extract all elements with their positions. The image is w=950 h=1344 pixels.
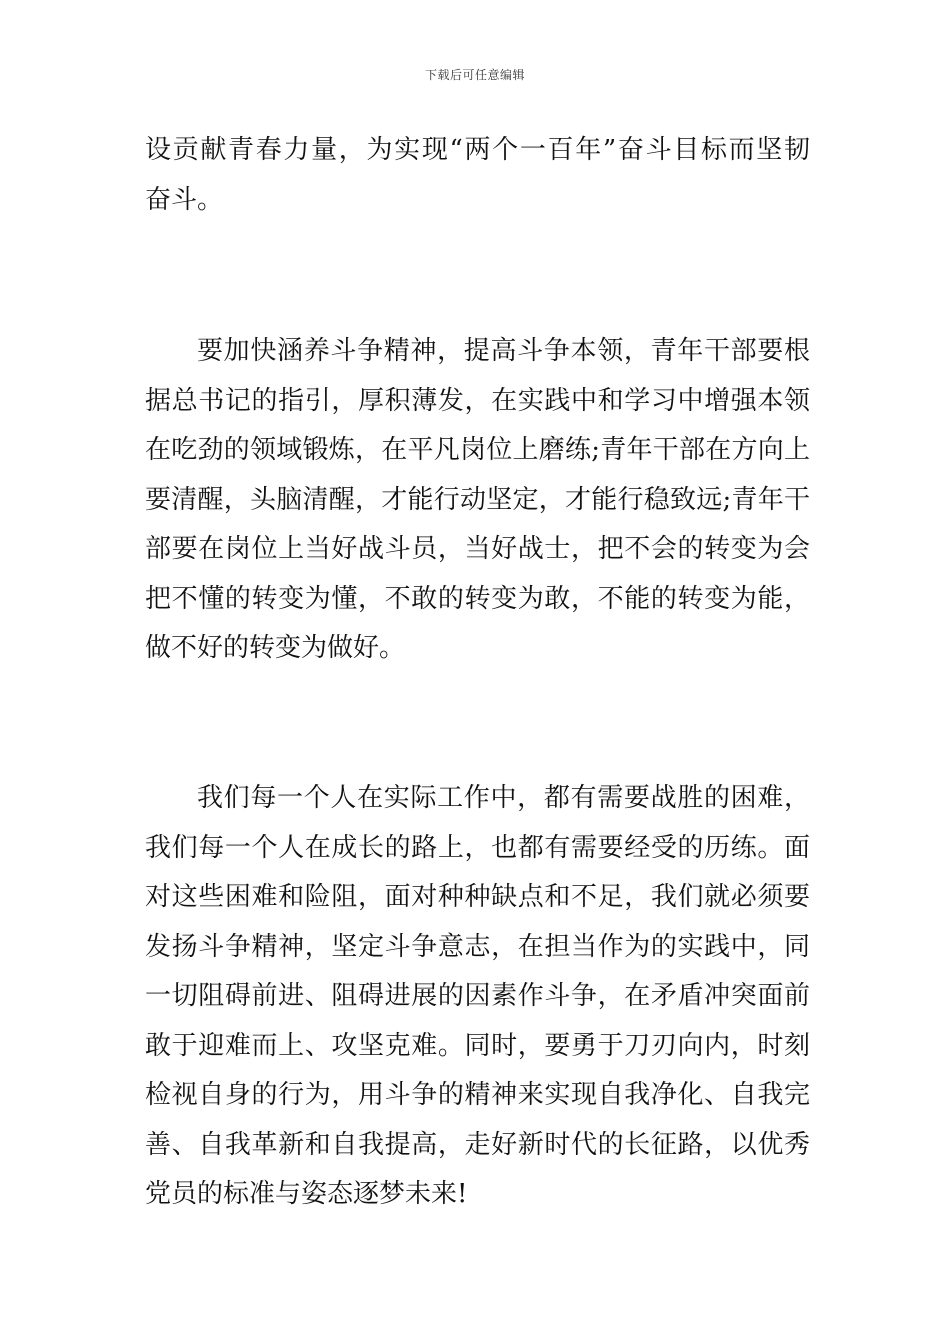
- paragraph-3-line-7: 检视自身的行为，用斗争的精神来实现自我净化、自我完: [145, 1080, 810, 1110]
- paragraph-2-line-2: 据总书记的指引，厚积薄发，在实践中和学习中增强本领: [145, 386, 810, 416]
- paragraph-3-line-6: 敢于迎难而上、攻坚克难。同时，要勇于刀刃向内，时刻: [145, 1031, 810, 1061]
- paragraph-1-line-1: 设贡献青春力量，为实现“两个一百年”奋斗目标而坚韧: [145, 135, 810, 165]
- page-header: 下载后可任意编辑: [424, 68, 525, 82]
- paragraph-3-line-3: 对这些困难和险阻，面对种种缺点和不足，我们就必须要: [145, 882, 810, 912]
- paragraph-3-line-2: 我们每一个人在成长的路上，也都有需要经受的历练。面: [145, 833, 810, 863]
- paragraph-3-line-1: 我们每一个人在实际工作中，都有需要战胜的困难，: [197, 783, 810, 813]
- paragraph-3-line-8: 善、自我革新和自我提高，走好新时代的长征路，以优秀: [145, 1130, 810, 1160]
- paragraph-2-line-3: 在吃劲的领域锻炼，在平凡岗位上磨练;青年干部在方向上: [145, 435, 810, 465]
- paragraph-3-line-5: 一切阻碍前进、阻碍进展的因素作斗争，在矛盾冲突面前: [145, 981, 810, 1011]
- paragraph-3-line-9: 党员的标准与姿态逐梦未来!: [145, 1179, 468, 1209]
- paragraph-2-line-4: 要清醒，头脑清醒，才能行动坚定，才能行稳致远;青年干: [145, 485, 810, 515]
- paragraph-2-line-1: 要加快涵养斗争精神，提高斗争本领，青年干部要根: [197, 336, 810, 366]
- paragraph-2-line-7: 做不好的转变为做好。: [145, 633, 406, 663]
- paragraph-2-line-6: 把不懂的转变为懂，不敢的转变为敢，不能的转变为能，: [145, 584, 810, 614]
- paragraph-2-line-5: 部要在岗位上当好战斗员，当好战士，把不会的转变为会: [145, 534, 810, 564]
- paragraph-1-line-2: 奋斗。: [145, 185, 224, 215]
- paragraph-3-line-4: 发扬斗争精神，坚定斗争意志，在担当作为的实践中，同: [145, 932, 810, 962]
